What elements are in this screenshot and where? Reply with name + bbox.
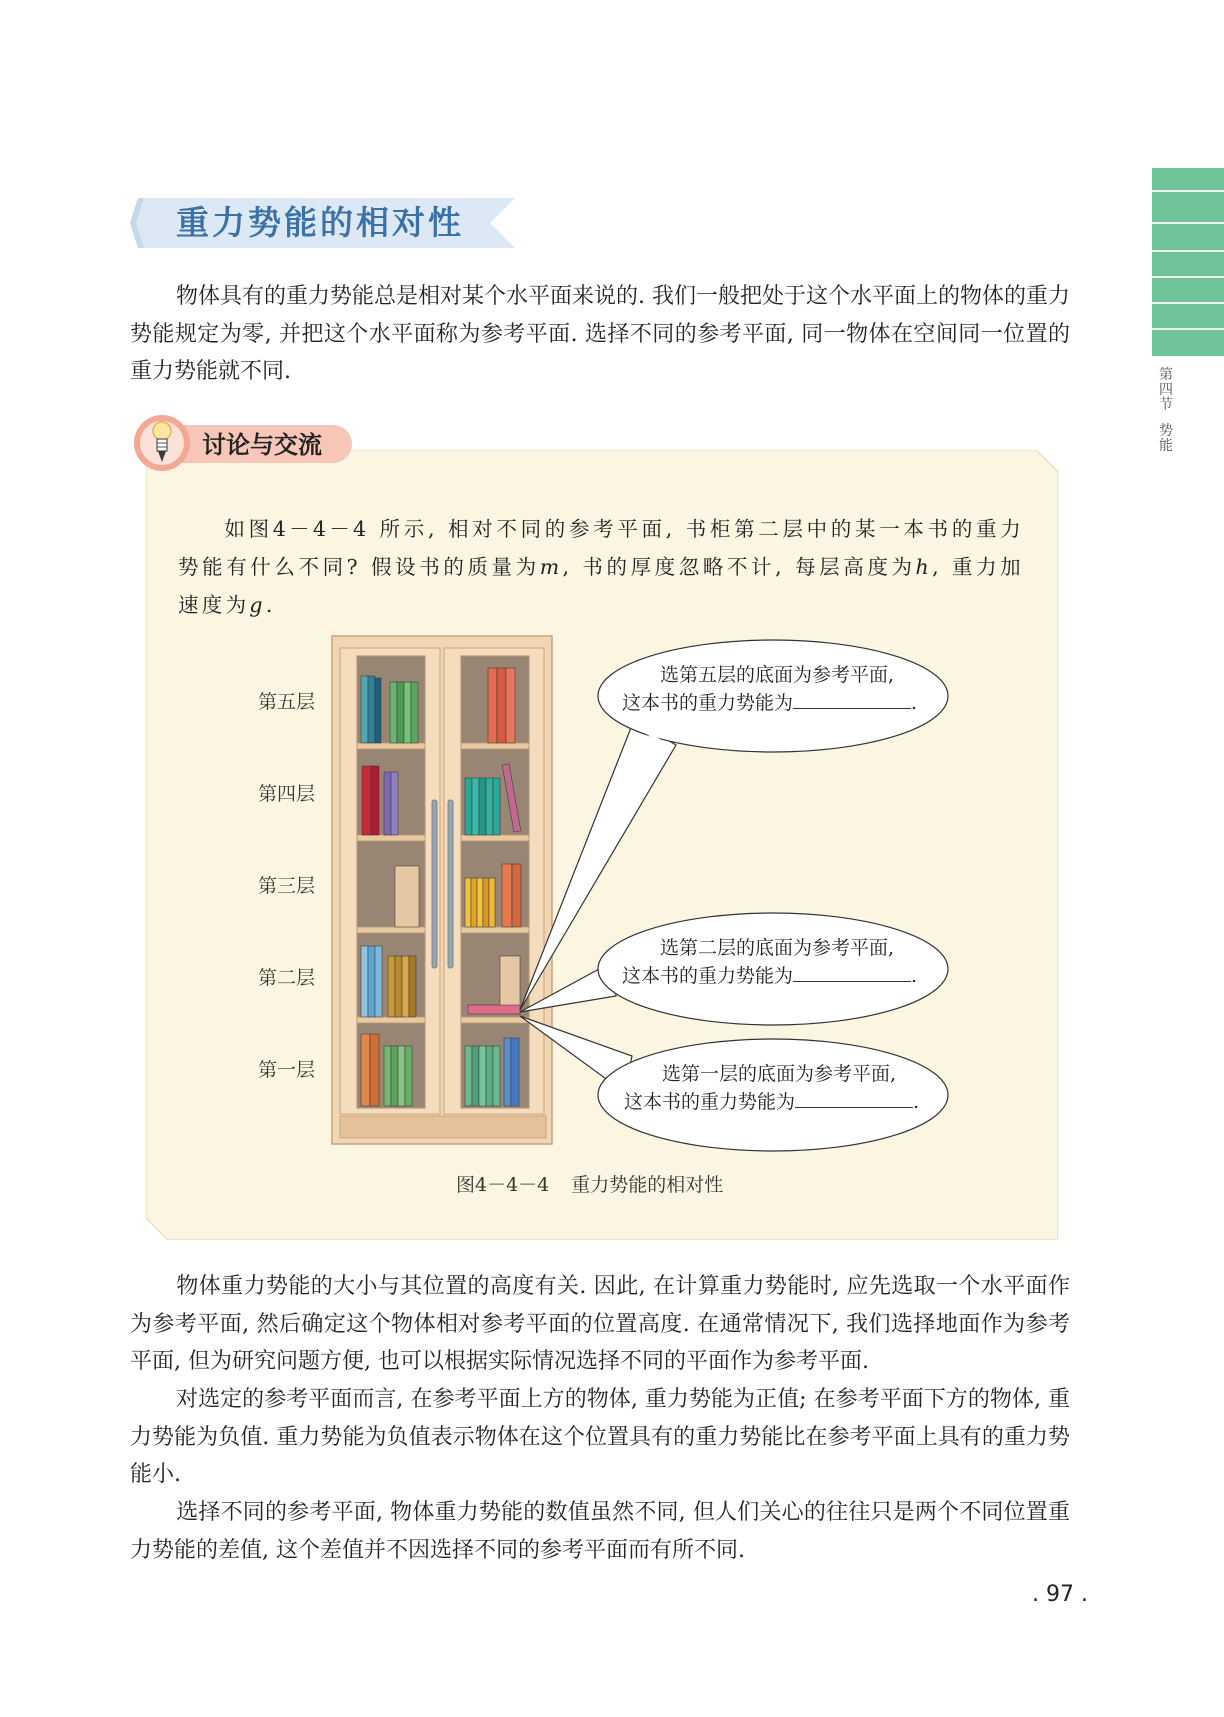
answer-blank-2[interactable] [793, 962, 911, 982]
body-paragraph-3: 选择不同的参考平面, 物体重力势能的数值虽然不同, 但人们关心的往往只是两个不同位置重力势能的差值, 这个差值并不因选择不同的参考平面而有所不同. [130, 1500, 1070, 1563]
floor-label-3: 第三层 [258, 875, 316, 897]
floor-label-5: 第五层 [258, 691, 316, 713]
discussion-question: 如图4－4－4 所示, 相对不同的参考平面, 书柜第二层中的某一本书的重力势能有什么不同? 假设书的质量为m, 书的厚度忽略不计, 每层高度为h, 重力加速度为g. [178, 517, 1024, 617]
side-topic-label: 势能 [1159, 423, 1173, 454]
floor-label-4: 第四层 [258, 783, 316, 805]
bubble-1-text: 选第五层的底面为参考平面, 这本书的重力势能为 . [622, 664, 918, 714]
answer-blank-3[interactable] [795, 1088, 913, 1108]
answer-blank-1[interactable] [793, 689, 911, 709]
intro-paragraph: 物体具有的重力势能总是相对某个水平面来说的. 我们一般把处于这个水平面上的物体的重力势能规定为零, 并把这个水平面称为参考平面. 选择不同的参考平面, 同一物体在空间同一位置的重力势能就不同. [130, 284, 1070, 384]
bubble-3-text: 选第一层的底面为参考平面, 这本书的重力势能为 . [624, 1063, 920, 1113]
body-paragraph-1: 物体重力势能的大小与其位置的高度有关. 因此, 在计算重力势能时, 应先选取一个水平面作为参考平面, 然后确定这个物体相对参考平面的位置高度. 在通常情况下, 我们选择地面作为参考平面, 但为研究问题方便, 也可以根据实际情况选择不同的平面作为参考平面. [130, 1274, 1070, 1374]
floor-label-1: 第一层 [258, 1059, 316, 1081]
discussion-title: 讨论与交流 [202, 431, 322, 459]
floor-label-2: 第二层 [258, 967, 316, 989]
side-section-label: 第四节 [1159, 367, 1173, 413]
figure-caption: 图4－4－4 重力势能的相对性 [456, 1174, 724, 1196]
section-heading: 重力势能的相对性 [176, 203, 464, 242]
page-number: . 97 . [1032, 1582, 1088, 1607]
bubble-2-text: 选第二层的底面为参考平面, 这本书的重力势能为 . [622, 937, 918, 987]
body-paragraph-2: 对选定的参考平面而言, 在参考平面上方的物体, 重力势能为正值; 在参考平面下方的物体, 重力势能为负值. 重力势能为负值表示物体在这个位置具有的重力势能比在参考平面上具有的重力势能小. [130, 1387, 1070, 1487]
